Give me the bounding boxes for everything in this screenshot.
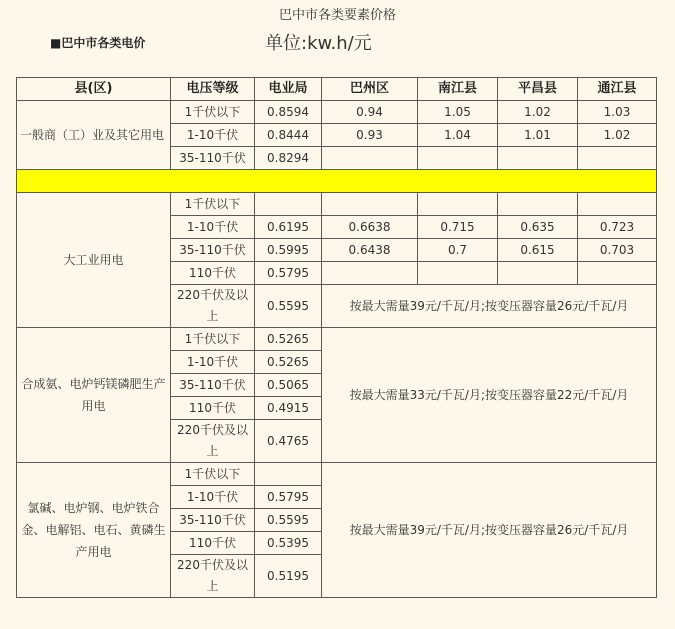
bureau-cell: 0.6195 — [255, 216, 322, 239]
unit-label: 单位:kw.h/元 — [265, 33, 372, 54]
bureau-cell: 0.5395 — [255, 532, 322, 555]
header-voltage: 电压等级 — [171, 78, 255, 101]
tongjiang-cell — [578, 147, 657, 170]
table-row — [17, 101, 657, 124]
voltage-cell: 220千伏及以上 — [171, 285, 255, 328]
electricity-price-table — [16, 77, 657, 598]
pingchang-cell — [498, 147, 578, 170]
bazhou-cell: 0.93 — [322, 124, 418, 147]
tongjiang-cell: 0.703 — [578, 239, 657, 262]
bazhou-cell: 0.94 — [322, 101, 418, 124]
nanjiang-cell — [418, 193, 498, 216]
bureau-cell: 0.4915 — [255, 397, 322, 420]
category-cell: 一般商（工）业及其它用电 — [17, 101, 171, 170]
voltage-cell: 1千伏以下 — [171, 463, 255, 486]
nanjiang-cell — [418, 147, 498, 170]
voltage-cell: 1千伏以下 — [171, 101, 255, 124]
tongjiang-cell: 1.03 — [578, 101, 657, 124]
nanjiang-cell: 1.05 — [418, 101, 498, 124]
voltage-cell: 1-10千伏 — [171, 351, 255, 374]
header-bazhou: 巴州区 — [322, 78, 418, 101]
voltage-cell: 1-10千伏 — [171, 216, 255, 239]
pingchang-cell — [498, 193, 578, 216]
bureau-cell: 0.5265 — [255, 328, 322, 351]
section-label: ■巴中市各类电价 — [50, 36, 146, 50]
bureau-cell: 0.8294 — [255, 147, 322, 170]
tongjiang-cell: 1.02 — [578, 124, 657, 147]
voltage-cell: 220千伏及以上 — [171, 420, 255, 463]
nanjiang-cell: 0.715 — [418, 216, 498, 239]
bazhou-cell — [322, 193, 418, 216]
bureau-cell: 0.5265 — [255, 351, 322, 374]
header-bureau: 电业局 — [255, 78, 322, 101]
tongjiang-cell — [578, 262, 657, 285]
table-row — [17, 328, 657, 351]
pingchang-cell: 0.635 — [498, 216, 578, 239]
highlight-divider-row — [17, 170, 657, 193]
table-header-row — [17, 78, 657, 101]
table-row — [17, 193, 657, 216]
header-pingchang: 平昌县 — [498, 78, 578, 101]
voltage-cell: 110千伏 — [171, 262, 255, 285]
bureau-cell: 0.5795 — [255, 262, 322, 285]
voltage-cell: 1-10千伏 — [171, 486, 255, 509]
bureau-cell: 0.8594 — [255, 101, 322, 124]
nanjiang-cell: 1.04 — [418, 124, 498, 147]
capacity-note: 按最大需量39元/千瓦/月;按变压器容量26元/千瓦/月 — [322, 463, 657, 598]
nanjiang-cell: 0.7 — [418, 239, 498, 262]
table-row — [17, 463, 657, 486]
pingchang-cell — [498, 262, 578, 285]
bureau-cell: 0.5065 — [255, 374, 322, 397]
bazhou-cell — [322, 262, 418, 285]
tongjiang-cell: 0.723 — [578, 216, 657, 239]
bazhou-cell — [322, 147, 418, 170]
bureau-cell: 0.5195 — [255, 555, 322, 598]
category-cell: 氯碱、电炉钢、电炉铁合金、电解铝、电石、黄磷生产用电 — [17, 463, 171, 598]
voltage-cell: 1千伏以下 — [171, 193, 255, 216]
capacity-note: 按最大需量39元/千瓦/月;按变压器容量26元/千瓦/月 — [322, 285, 657, 328]
voltage-cell: 35-110千伏 — [171, 147, 255, 170]
bureau-cell: 0.5795 — [255, 486, 322, 509]
pingchang-cell: 0.615 — [498, 239, 578, 262]
nanjiang-cell — [418, 262, 498, 285]
bureau-cell — [255, 193, 322, 216]
pingchang-cell: 1.02 — [498, 101, 578, 124]
bureau-cell: 0.5595 — [255, 285, 322, 328]
voltage-cell: 35-110千伏 — [171, 509, 255, 532]
bureau-cell: 0.4765 — [255, 420, 322, 463]
voltage-cell: 1-10千伏 — [171, 124, 255, 147]
tongjiang-cell — [578, 193, 657, 216]
voltage-cell: 110千伏 — [171, 532, 255, 555]
page-title: 巴中市各类要素价格 — [278, 8, 396, 23]
capacity-note: 按最大需量33元/千瓦/月;按变压器容量22元/千瓦/月 — [322, 328, 657, 463]
bureau-cell — [255, 463, 322, 486]
voltage-cell: 35-110千伏 — [171, 374, 255, 397]
header-nanjiang: 南江县 — [418, 78, 498, 101]
highlight-divider — [17, 170, 657, 193]
pingchang-cell: 1.01 — [498, 124, 578, 147]
category-cell: 大工业用电 — [17, 193, 171, 328]
voltage-cell: 1千伏以下 — [171, 328, 255, 351]
bureau-cell: 0.5995 — [255, 239, 322, 262]
header-county: 县(区) — [17, 78, 171, 101]
bureau-cell: 0.5595 — [255, 509, 322, 532]
voltage-cell: 35-110千伏 — [171, 239, 255, 262]
header-tongjiang: 通江县 — [578, 78, 657, 101]
bureau-cell: 0.8444 — [255, 124, 322, 147]
voltage-cell: 110千伏 — [171, 397, 255, 420]
category-cell: 合成氨、电炉钙镁磷肥生产用电 — [17, 328, 171, 463]
bazhou-cell: 0.6638 — [322, 216, 418, 239]
bazhou-cell: 0.6438 — [322, 239, 418, 262]
voltage-cell: 220千伏及以上 — [171, 555, 255, 598]
